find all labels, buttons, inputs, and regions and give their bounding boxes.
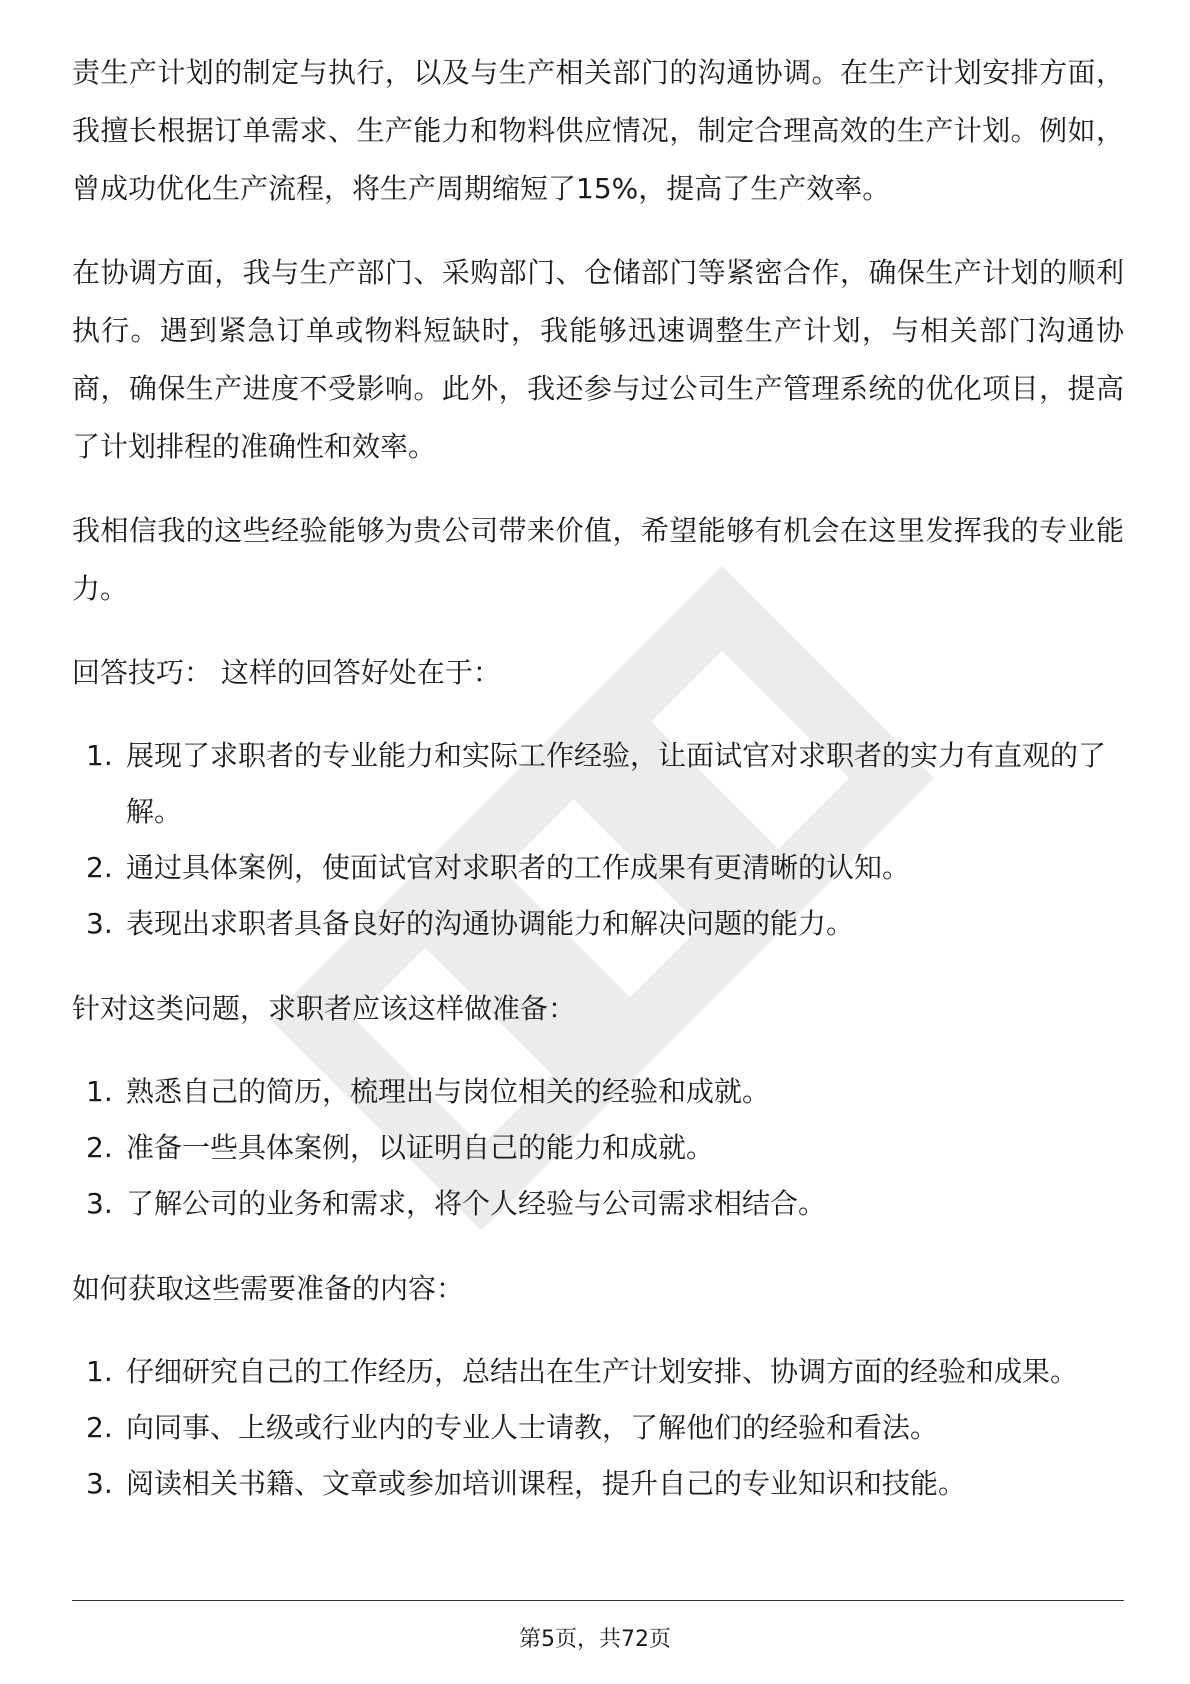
list-item: [72, 896, 1124, 952]
list-item: [72, 840, 1124, 896]
list-number: 3.: [86, 1187, 113, 1220]
list-item-text: 仔细研究自己的工作经历，总结出在生产计划安排、协调方面的经验和成果。: [126, 1355, 1079, 1388]
list-item-text: 通过具体案例，使面试官对求职者的工作成果有更清晰的认知。: [126, 851, 911, 884]
footer-divider: [72, 1600, 1124, 1601]
list-number: 1.: [86, 1355, 113, 1388]
list-number: 2.: [86, 1131, 113, 1164]
list-number: 2.: [86, 1411, 113, 1444]
list-item: [72, 1400, 1124, 1456]
list-item-text: 表现出求职者具备良好的沟通协调能力和解决问题的能力。: [126, 907, 855, 940]
document-body: [72, 44, 1124, 1540]
tips-heading: 回答技巧： 这样的回答好处在于：: [72, 656, 501, 689]
list-number: 3.: [86, 907, 113, 940]
prep-heading: 针对这类问题，求职者应该这样做准备：: [72, 992, 577, 1025]
list-number: 1.: [86, 739, 113, 772]
list-item: [72, 1456, 1124, 1512]
paragraph-closing: 我相信我的这些经验能够为贵公司带来价值，希望能够有机会在这里发挥我的专业能力。: [72, 514, 1124, 605]
list-item-text: 展现了求职者的专业能力和实际工作经验，让面试官对求职者的实力有直观的了解。: [126, 739, 1107, 828]
paragraph-experience: 责生产计划的制定与执行，以及与生产相关部门的沟通协调。在生产计划安排方面，我擅长根据订单需求、生产能力和物料供应情况，制定合理高效的生产计划。例如，曾成功优化生产流程，将生产周期缩短了15%，提高了生产效率。: [72, 56, 1124, 205]
tips-list: [72, 728, 1124, 952]
page-number: 第5页，共72页: [519, 1627, 671, 1652]
list-item: [72, 1064, 1124, 1120]
sources-list: [72, 1344, 1124, 1512]
list-item-text: 了解公司的业务和需求，将个人经验与公司需求相结合。: [126, 1187, 827, 1220]
list-item: [72, 728, 1124, 840]
list-item: [72, 1176, 1124, 1232]
list-item-text: 阅读相关书籍、文章或参加培训课程，提升自己的专业知识和技能。: [126, 1467, 967, 1500]
sources-heading: 如何获取这些需要准备的内容：: [72, 1272, 465, 1305]
list-number: 1.: [86, 1075, 113, 1108]
list-item: [72, 1344, 1124, 1400]
list-number: 2.: [86, 851, 113, 884]
list-number: 3.: [86, 1467, 113, 1500]
paragraph-coordination: 在协调方面，我与生产部门、采购部门、仓储部门等紧密合作，确保生产计划的顺利执行。遇到紧急订单或物料短缺时，我能够迅速调整生产计划，与相关部门沟通协商，确保生产进度不受影响。此外，我还参与过公司生产管理系统的优化项目，提高了计划排程的准确性和效率。: [72, 256, 1124, 463]
prep-list: [72, 1064, 1124, 1232]
list-item-text: 向同事、上级或行业内的专业人士请教，了解他们的经验和看法。: [126, 1411, 939, 1444]
list-item: [72, 1120, 1124, 1176]
list-item-text: 熟悉自己的简历，梳理出与岗位相关的经验和成就。: [126, 1075, 771, 1108]
list-item-text: 准备一些具体案例，以证明自己的能力和成就。: [126, 1131, 715, 1164]
